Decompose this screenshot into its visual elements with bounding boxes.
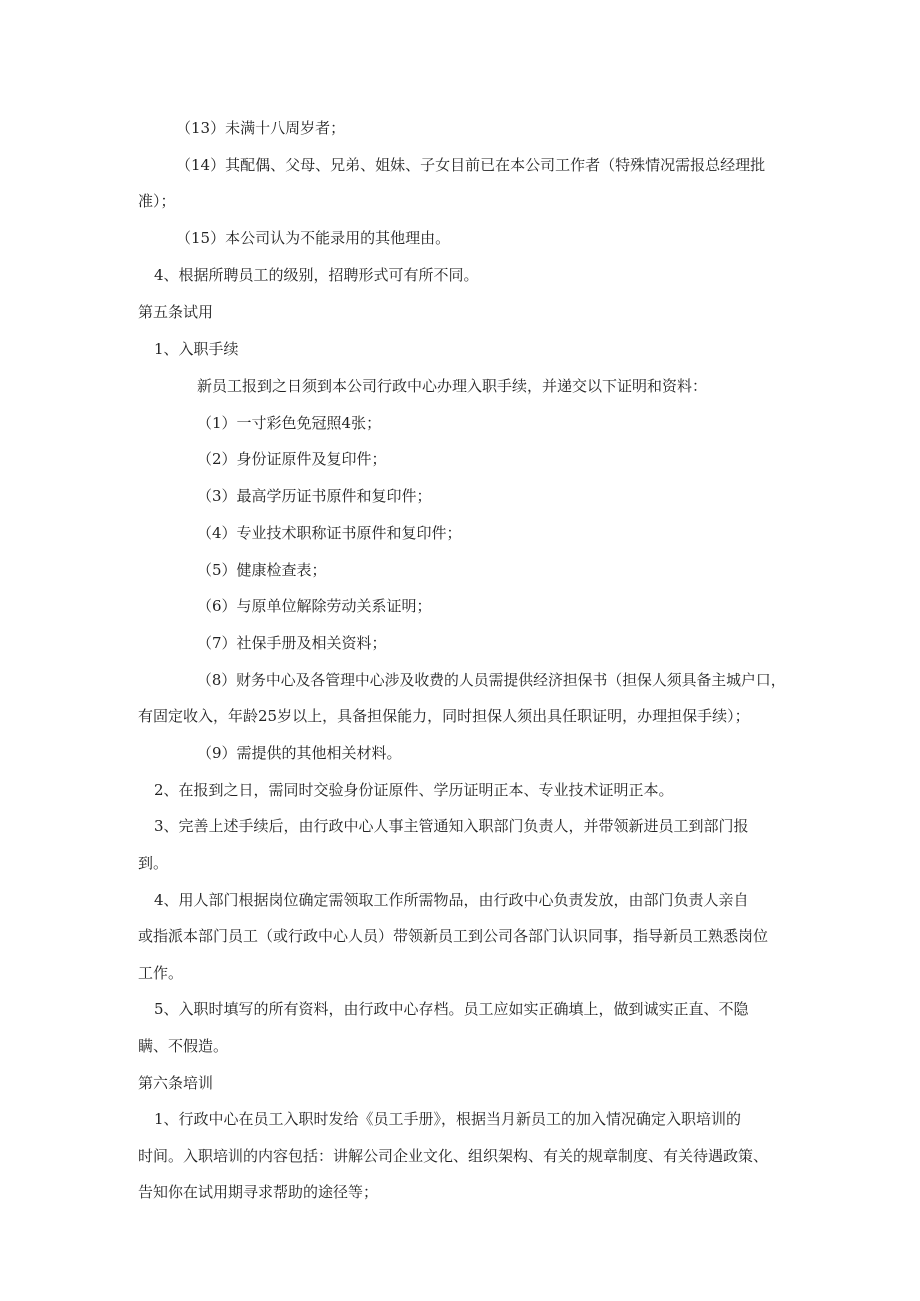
item-14-line2: 准）； <box>138 192 176 210</box>
article-5-point-4-line2: 或指派本部门员工（或行政中心人员）带领新员工到公司各部门认识同事，指导新员工熟悉岗位 <box>138 927 769 945</box>
doc-item: （5）健康检查表； <box>197 561 327 579</box>
article-5-point-2: 2、在报到之日，需同时交验身份证原件、学历证明正本、专业技术证明正本。 <box>154 781 674 799</box>
doc-item: （7）社保手册及相关资料； <box>197 634 387 652</box>
item-15: （15）本公司认为不能录用的其他理由。 <box>176 229 451 247</box>
article-6-point-1-line3: 告知你在试用期寻求帮助的途径等； <box>138 1183 379 1201</box>
doc-item-8-line1: （8）财务中心及各管理中心涉及收费的人员需提供经济担保书（担保人须具备主城户口， <box>197 671 786 689</box>
doc-item-8-line2: 有固定收入，年龄25岁以上，具备担保能力，同时担保人须出具任职证明，办理担保手续）； <box>138 707 750 725</box>
item-14-line1: （14）其配偶、父母、兄弟、姐妹、子女目前已在本公司工作者（特殊情况需报总经理批 <box>176 156 766 174</box>
article-5-intro: 新员工报到之日须到本公司行政中心办理入职手续，并递交以下证明和资料： <box>197 377 708 395</box>
doc-item: （3）最高学历证书原件和复印件； <box>197 487 432 505</box>
article-5-sub-1: 1、入职手续 <box>154 340 239 358</box>
article-5-point-4-line1: 4、用人部门根据岗位确定需领取工作所需物品，由行政中心负责发放，由部门负责人亲自 <box>154 891 749 909</box>
item-4: 4、根据所聘员工的级别，招聘形式可有所不同。 <box>154 266 479 284</box>
article-5-point-5-line1: 5、入职时填写的所有资料，由行政中心存档。员工应如实正确填上，做到诚实正直、不隐 <box>154 1000 749 1018</box>
doc-item: （2）身份证原件及复印件； <box>197 450 387 468</box>
article-5-point-3-line1: 3、完善上述手续后，由行政中心人事主管通知入职部门负责人，并带领新进员工到部门报 <box>154 817 749 835</box>
article-6-point-1-line1: 1、行政中心在员工入职时发给《员工手册》，根据当月新员工的加入情况确定入职培训的 <box>154 1110 742 1128</box>
article-5-heading: 第五条试用 <box>138 303 214 321</box>
doc-item: （9）需提供的其他相关材料。 <box>197 744 402 762</box>
doc-item: （4）专业技术职称证书原件和复印件； <box>197 524 462 542</box>
article-6-heading: 第六条培训 <box>138 1074 214 1092</box>
doc-item: （1）一寸彩色免冠照4张； <box>197 414 382 432</box>
article-6-point-1-line2: 时间。入职培训的内容包括：讲解公司企业文化、组织架构、有关的规章制度、有关待遇政策、 <box>138 1147 769 1165</box>
article-5-point-4-line3: 工作。 <box>138 964 184 982</box>
doc-item: （6）与原单位解除劳动关系证明； <box>197 597 432 615</box>
article-5-point-5-line2: 瞒、不假造。 <box>138 1037 229 1055</box>
article-5-point-3-line2: 到。 <box>138 854 169 872</box>
item-13: （13）未满十八周岁者； <box>176 119 346 137</box>
